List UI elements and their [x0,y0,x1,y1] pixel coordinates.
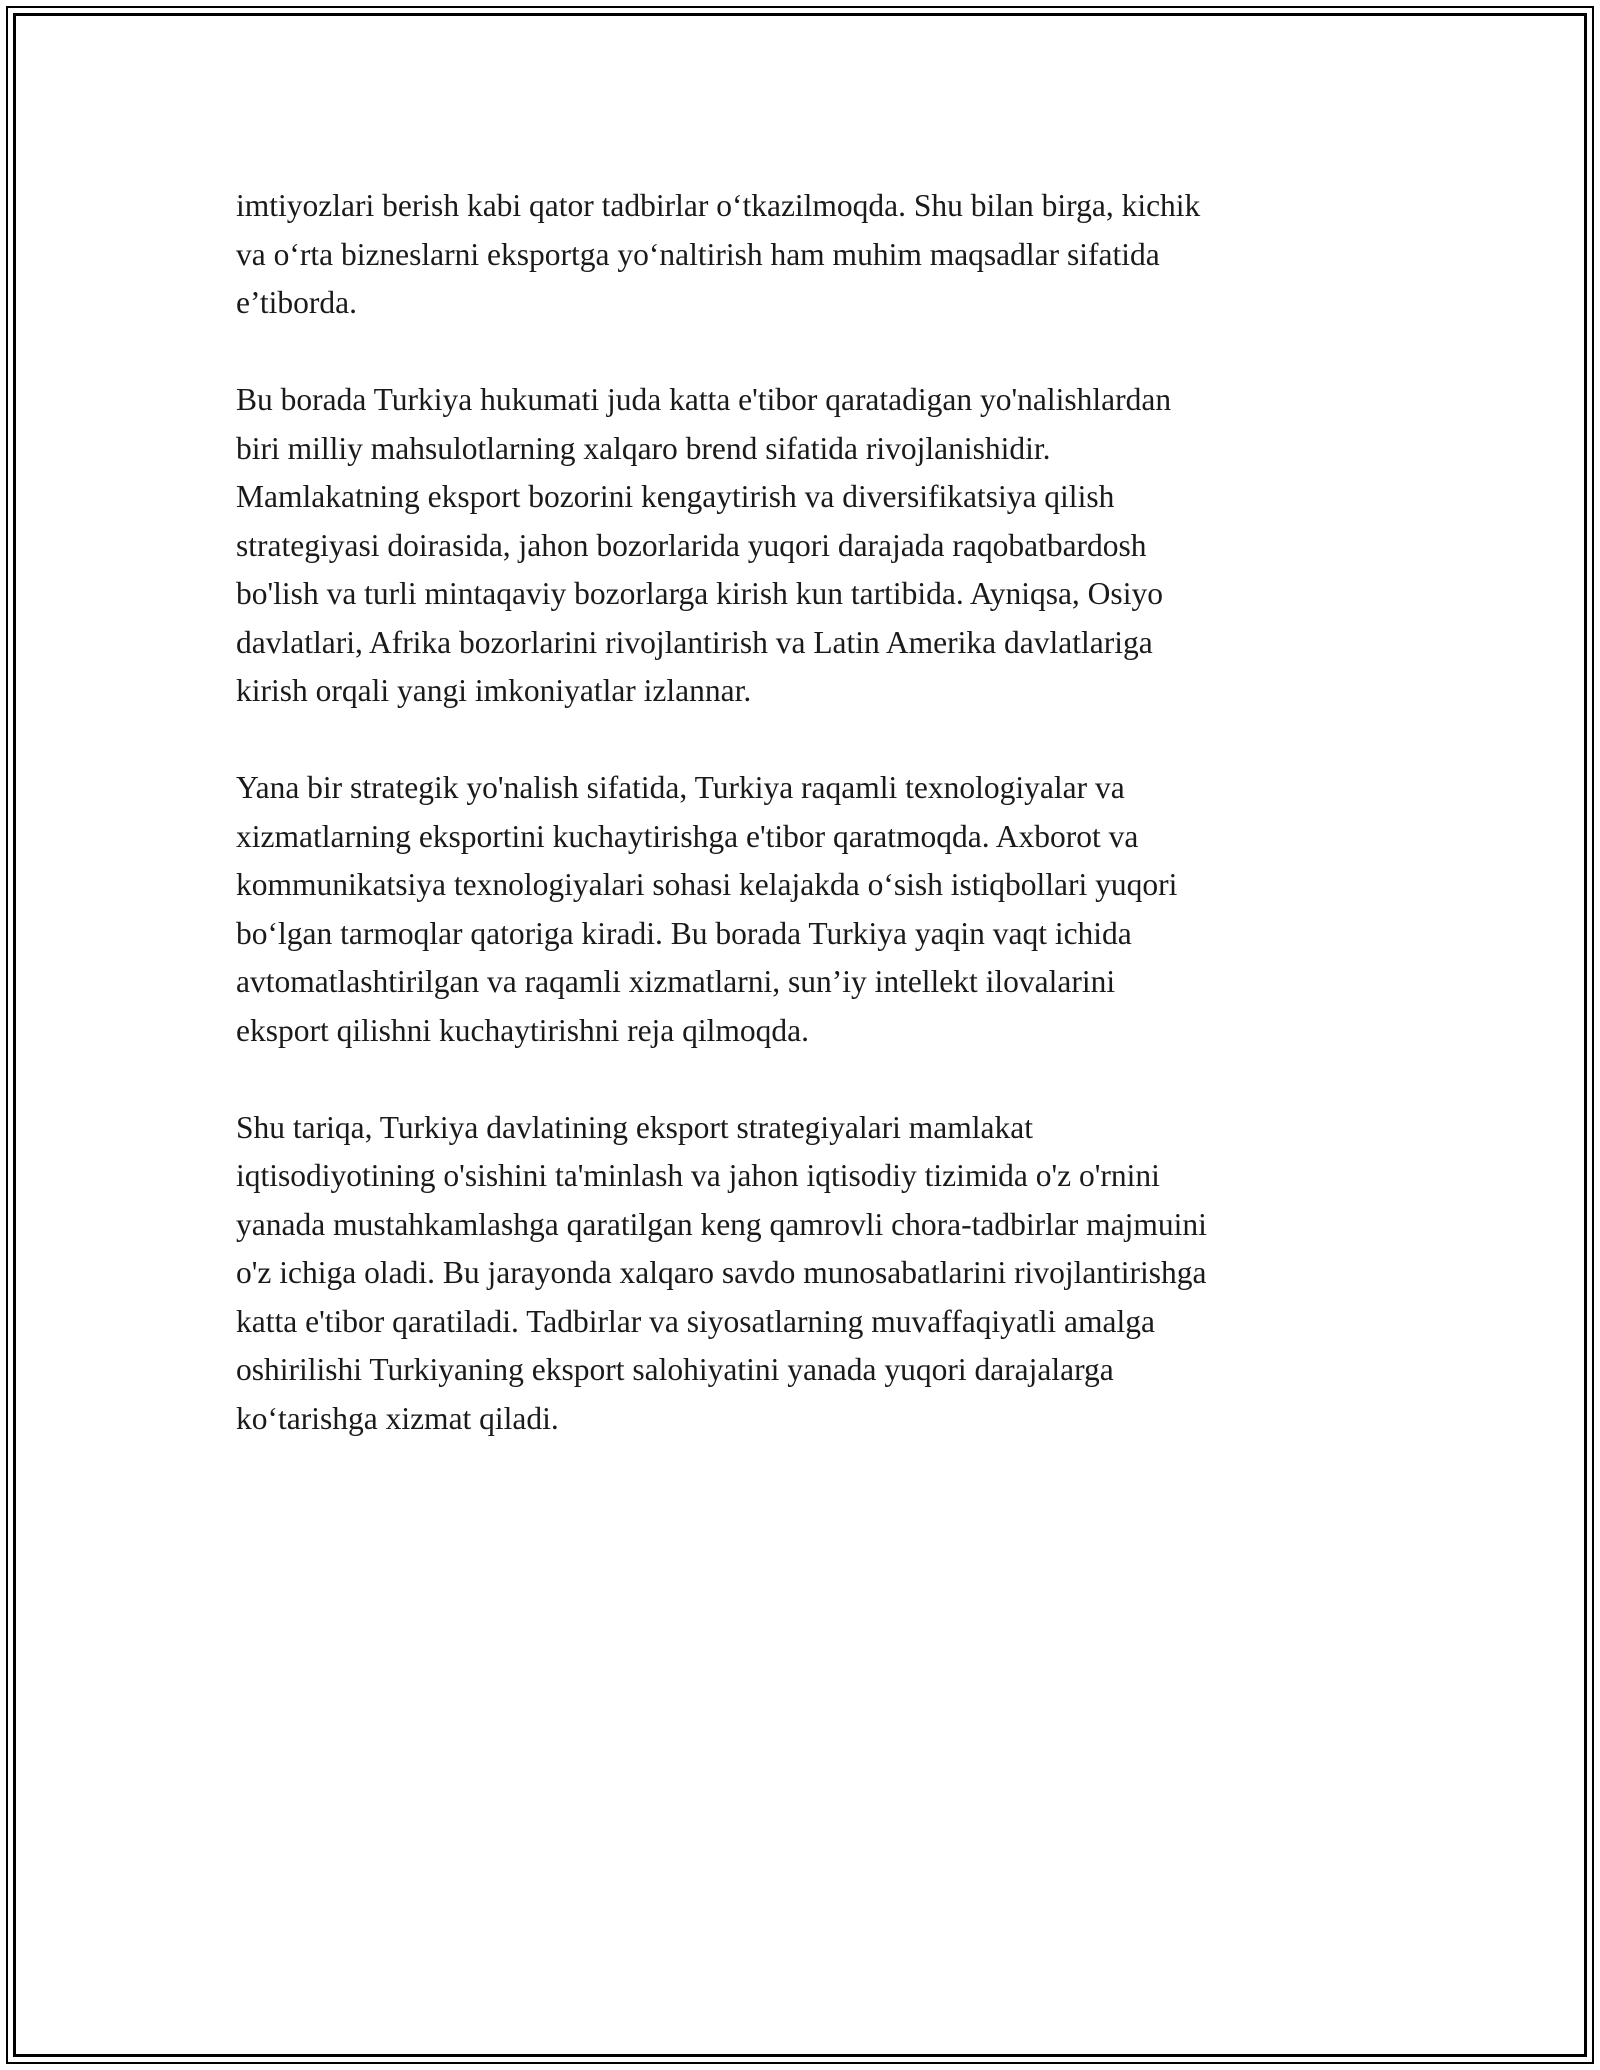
paragraph [236,182,1376,328]
text-line: yanada mustahkamlashga qaratilgan keng qamrovli chora-tadbirlar majmuini [236,1206,1207,1242]
text-line: Yana bir strategik yo'nalish sifatida, Turkiya raqamli texnologiyalar va [236,770,1125,805]
text-line: strategiyasi doirasida, jahon bozorlarida yuqori darajada raqobatbardosh [236,527,1147,563]
text-line: Bu borada Turkiya hukumati juda katta e'tibor qaratadigan yo'nalishlardan [236,382,1172,417]
text-line: e’tiborda. [236,285,358,320]
text-line: davlatlari, Afrika bozorlarini rivojlantirish va Latin Amerika davlatlariga [236,624,1153,660]
text-line: bo'lish va turli mintaqaviy bozorlarga kirish kun tartibida. Ayniqsa, Osiyo [236,576,1163,611]
text-line: imtiyozlari berish kabi qator tadbirlar o‘tkazilmoqda. Shu bilan birga, kichik [236,188,1201,223]
text-line: ko‘tarishga xizmat qiladi. [236,1400,559,1436]
text-line: oshirilishi Turkiyaning eksport salohiyatini yanada yuqori darajalarga [236,1352,1114,1387]
text-line: Mamlakatning eksport bozorini kengaytirish va diversifikatsiya qilish [236,479,1115,514]
document-body [236,182,1376,1492]
text-line: Shu tariqa, Turkiya davlatining eksport strategiyalari mamlakat [236,1109,1033,1145]
text-line: va o‘rta bizneslarni eksportga yo‘naltirish ham muhim maqsadlar sifatida [236,236,1160,272]
text-line: bo‘lgan tarmoqlar qatoriga kiradi. Bu borada Turkiya yaqin vaqt ichida [236,915,1132,951]
text-line: katta e'tibor qaratiladi. Tadbirlar va siyosatlarning muvaffaqiyatli amalga [236,1303,1155,1339]
text-line: biri milliy mahsulotlarning xalqaro brend sifatida rivojlanishidir. [236,430,1051,466]
text-line: kommunikatsiya texnologiyalari sohasi kelajakda o‘sish istiqbollari yuqori [236,867,1178,902]
text-line: kirish orqali yangi imkoniyatlar izlannar. [236,673,752,708]
text-line: eksport qilishni kuchaytirishni reja qilmoqda. [236,1012,810,1048]
paragraph [236,764,1376,1055]
text-line: xizmatlarning eksportini kuchaytirishga e'tibor qaratmoqda. Axborot va [236,818,1139,854]
paragraph [236,1104,1376,1444]
text-line: avtomatlashtirilgan va raqamli xizmatlarni, sun’iy intellekt ilovalarini [236,964,1116,999]
paragraph [236,376,1376,716]
text-line: o'z ichiga oladi. Bu jarayonda xalqaro savdo munosabatlarini rivojlantirishga [236,1255,1207,1290]
text-line: iqtisodiyotining o'sishini ta'minlash va jahon iqtisodiy tizimida o'z o'rnini [236,1158,1160,1193]
